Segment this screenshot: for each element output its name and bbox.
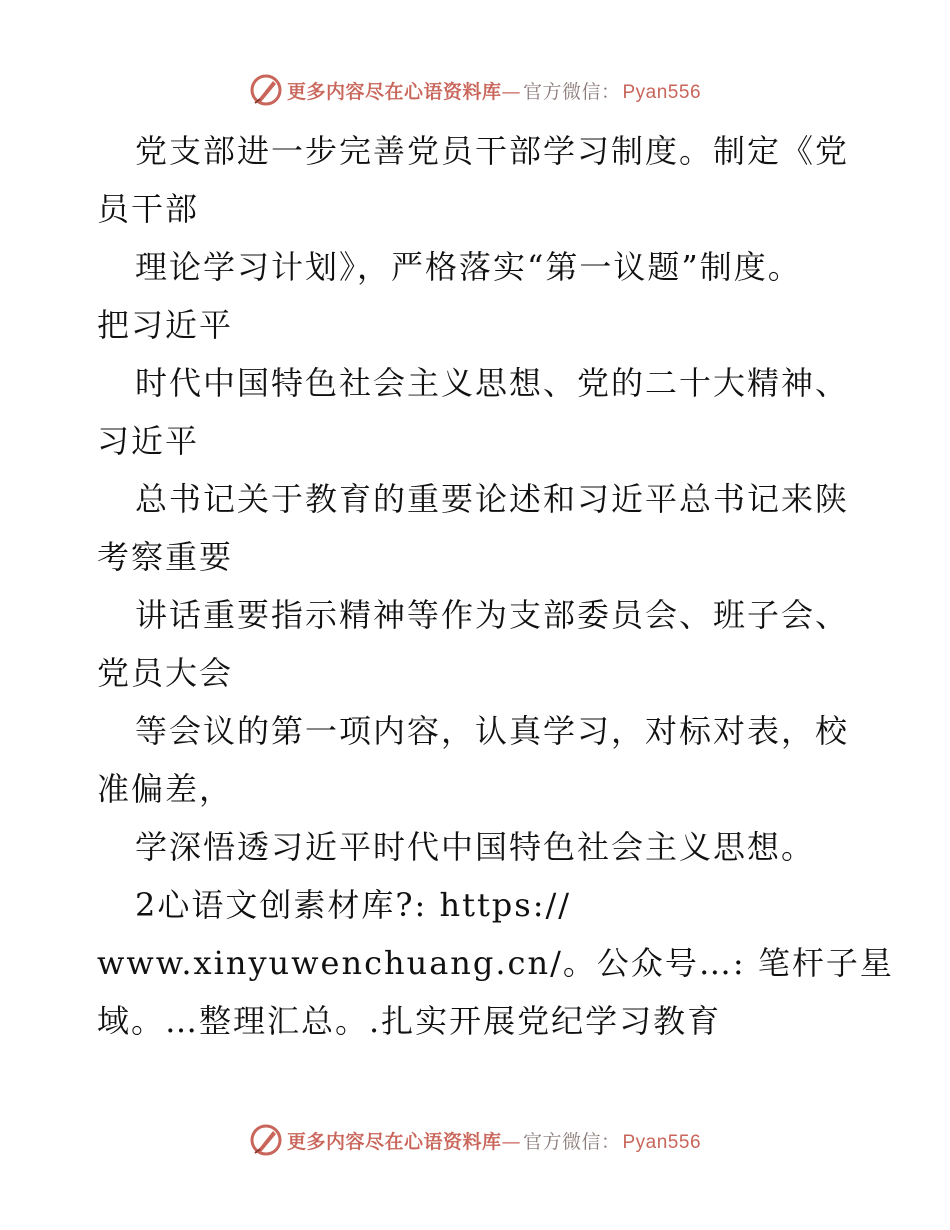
body-line: 等会议的第一项内容，认真学习，对标对表，校 — [135, 712, 850, 750]
body-line: 域。…整理汇总。.扎实开展党纪学习教育 — [97, 1002, 722, 1040]
header-dash: — — [501, 80, 521, 103]
header-wechat-id: Pyan556 — [622, 81, 702, 103]
quill-logo-icon — [249, 73, 283, 107]
body-line: 讲话重要指示精神等作为支部委员会、班子会、 — [135, 596, 850, 634]
quill-logo-icon — [249, 1123, 283, 1157]
header-site-text: 更多内容尽在心语资料库 — [286, 80, 502, 103]
footer-watermark-banner — [0, 1120, 950, 1160]
footer-wechat-id: Pyan556 — [622, 1131, 702, 1153]
footer-site-text: 更多内容尽在心语资料库 — [286, 1130, 502, 1153]
header-wechat-label: 官方微信： — [522, 80, 621, 103]
footer-dash: — — [501, 1130, 521, 1153]
body-line: 准偏差， — [97, 770, 234, 808]
body-line: 2心语文创素材库?: https:// — [135, 886, 572, 924]
body-line: 理论学习计划》，严格落实“第一议题”制度。 — [135, 248, 802, 286]
header-watermark-banner — [0, 70, 950, 110]
body-line: 时代中国特色社会主义思想、党的二十大精神、 — [135, 364, 850, 402]
header-banner-text — [287, 77, 701, 104]
body-line: 习近平 — [97, 422, 200, 460]
footer-banner-text — [287, 1127, 701, 1154]
body-line: 员干部 — [97, 190, 200, 228]
body-line: 把习近平 — [97, 306, 234, 344]
body-line: 总书记关于教育的重要论述和习近平总书记来陕 — [135, 480, 850, 518]
body-line: 考察重要 — [97, 538, 234, 576]
body-line: 学深悟透习近平时代中国特色社会主义思想。 — [135, 828, 816, 866]
document-body — [97, 122, 894, 1050]
footer-wechat-label: 官方微信： — [522, 1130, 621, 1153]
body-line: www.xinyuwenchuang.cn/。公众号…: 笔杆子星 — [97, 944, 894, 982]
body-line: 党员大会 — [97, 654, 234, 692]
body-line: 党支部进一步完善党员干部学习制度。制定《党 — [135, 132, 850, 170]
